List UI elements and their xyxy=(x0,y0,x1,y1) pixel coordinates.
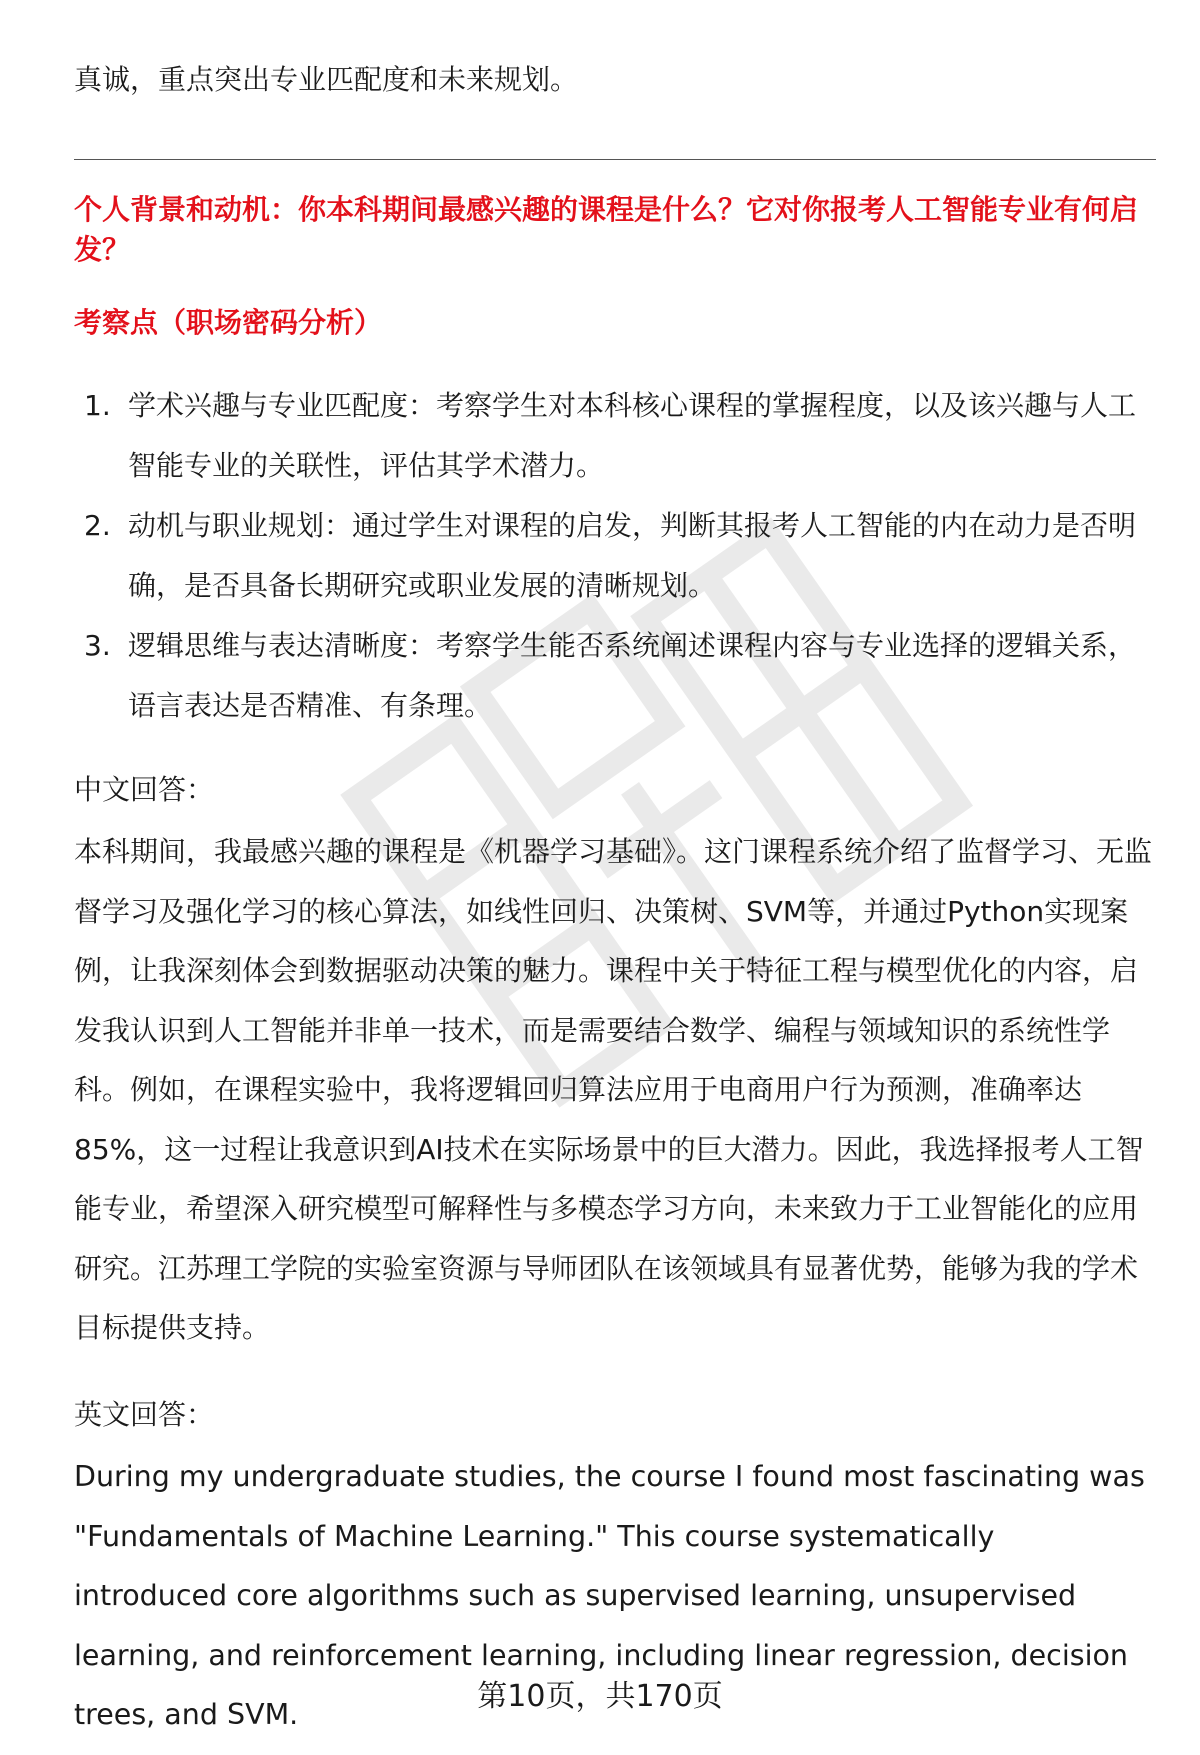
assessment-point xyxy=(74,496,1156,616)
section-divider xyxy=(74,159,1156,160)
assessment-points-list xyxy=(74,376,1156,736)
point-number: 1. xyxy=(84,389,111,422)
lead-text: 真诚，重点突出专业匹配度和未来规划。 xyxy=(74,63,579,96)
point-number: 2. xyxy=(84,509,111,542)
chinese-answer-text: 本科期间，我最感兴趣的课程是《机器学习基础》。这门课程系统介绍了监督学习、无监督学习及强化学习的核心算法，如线性回归、决策树、SVM等，并通过Python实现案例，让我深刻体会到数据驱动决策的魅力。课程中关于特征工程与模型优化的内容，启发我认识到人工智能并非单一技术，而是需要结合数学、编程与领域知识的系统性学科。例如，在课程实验中，我将逻辑回归算法应用于电商用户行为预测，准确率达85%，这一过程让我意识到AI技术在实际场景中的巨大潜力。因此，我选择报考人工智能专业，希望深入研究模型可解释性与多模态学习方向，未来致力于工业智能化的应用研究。江苏理工学院的实验室资源与导师团队在该领域具有显著优势，能够为我的学术目标提供支持。 xyxy=(74,835,1153,1344)
point-number: 3. xyxy=(84,629,111,662)
assessment-point xyxy=(74,376,1156,496)
english-answer-label: 英文回答： xyxy=(74,1398,215,1431)
page-number-footer: 第10页，共170页 xyxy=(477,1679,723,1714)
question-heading: 个人背景和动机：你本科期间最感兴趣的课程是什么？它对你报考人工智能专业有何启发？ xyxy=(74,193,1139,266)
point-text: 逻辑思维与表达清晰度：考察学生能否系统阐述课程内容与专业选择的逻辑关系，语言表达是否精准、有条理。 xyxy=(128,629,1137,722)
point-text: 学术兴趣与专业匹配度：考察学生对本科核心课程的掌握程度，以及该兴趣与人工智能专业的关联性，评估其学术潜力。 xyxy=(128,389,1137,482)
english-answer-text: During my undergraduate studies, the course I found most fascinating was "Fundamentals of Machine Learning." This course systematically introduced core algorithms such as supervised learning, unsupervised learning, and reinforcement learning, including linear regression, decision trees, and SVM. xyxy=(74,1460,1145,1731)
chinese-answer-label: 中文回答： xyxy=(74,773,215,806)
assessment-title: 考察点（职场密码分析） xyxy=(74,306,383,339)
point-text: 动机与职业规划：通过学生对课程的启发，判断其报考人工智能的内在动力是否明确，是否具备长期研究或职业发展的清晰规划。 xyxy=(128,509,1137,602)
assessment-point xyxy=(74,616,1156,736)
